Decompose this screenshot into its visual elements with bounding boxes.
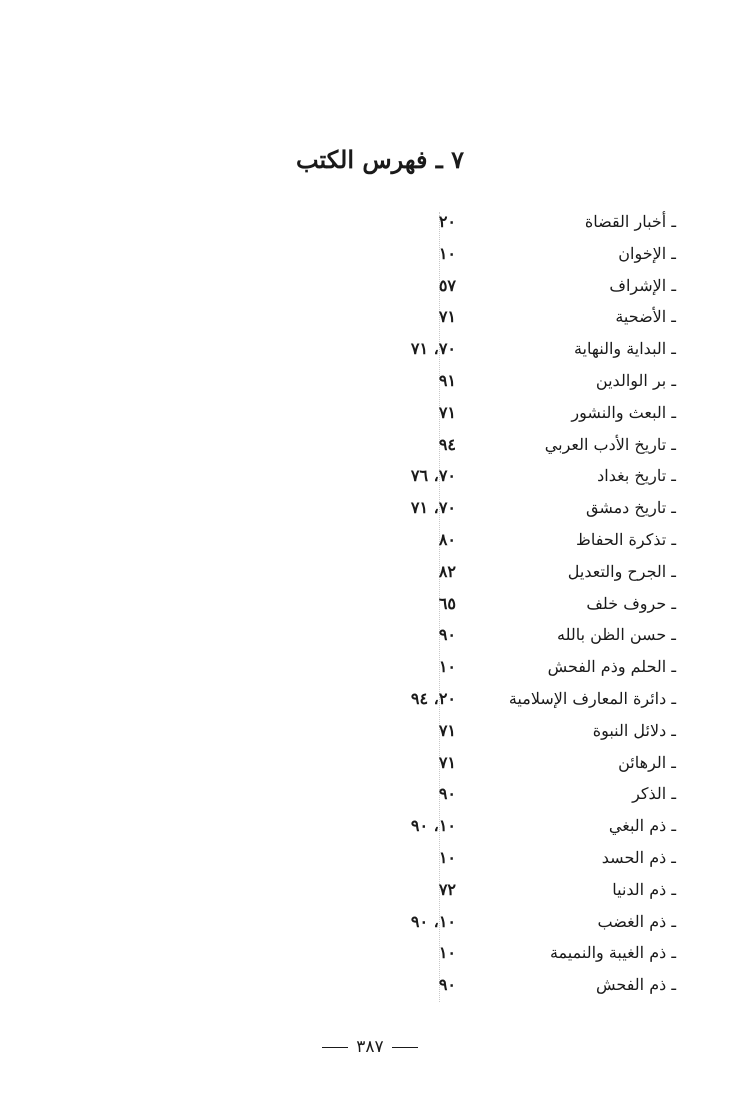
footer-dash-left xyxy=(322,1047,348,1048)
entry-title: ـ ذم الحسد xyxy=(601,847,676,867)
entry-pages: ١٠ xyxy=(438,657,456,677)
index-entry xyxy=(0,239,732,271)
entry-pages: ٧٠، ٧١ xyxy=(410,339,456,359)
index-entry xyxy=(0,938,732,970)
entry-title: ـ ذم الدنيا xyxy=(612,879,676,899)
index-entry xyxy=(0,907,732,939)
entry-title: ـ تذكرة الحفاظ xyxy=(576,529,676,549)
entry-title: ـ ذم الغضب xyxy=(597,911,676,931)
entry-title: ـ الإخوان xyxy=(618,243,676,263)
index-entry xyxy=(0,430,732,462)
footer-dash-right xyxy=(392,1047,418,1048)
entry-pages: ٨٢ xyxy=(438,561,456,581)
index-entry xyxy=(0,970,732,1002)
entry-pages: ١٠ xyxy=(438,847,456,867)
entry-pages: ٢٠ xyxy=(438,212,456,231)
index-entry xyxy=(0,716,732,748)
entry-pages: ٧١ xyxy=(438,720,456,740)
index-entry xyxy=(0,843,732,875)
entry-title: ـ تاريخ الأدب العربي xyxy=(544,434,676,454)
index-entry xyxy=(0,461,732,493)
entry-title: ـ تاريخ دمشق xyxy=(585,498,676,518)
entry-title: ـ الرهائن xyxy=(618,752,676,772)
entry-pages: ١٠ xyxy=(438,243,456,263)
index-entry xyxy=(0,620,732,652)
entry-title: ـ الحلم وذم الفحش xyxy=(547,657,676,677)
entry-pages: ٧١ xyxy=(438,402,456,422)
index-entry xyxy=(0,302,732,334)
page-title: ٧ ـ فهرس الكتب xyxy=(295,145,465,174)
entry-pages: ٢٠، ٩٤ xyxy=(410,688,456,708)
entry-title: ـ الجرح والتعديل xyxy=(567,561,676,581)
entry-pages: ٩١ xyxy=(438,370,456,390)
index-entry xyxy=(0,366,732,398)
entry-pages: ٧٠، ٧١ xyxy=(410,498,456,518)
entry-pages: ٩٠ xyxy=(438,784,456,804)
index-entry xyxy=(0,748,732,780)
entry-pages: ٧١ xyxy=(438,752,456,772)
entry-pages: ٧٠، ٧٦ xyxy=(410,466,456,486)
entry-title: ـ ذم الغيبة والنميمة xyxy=(549,943,676,963)
entry-pages: ٧٢ xyxy=(438,879,456,899)
entry-title: ـ الذكر xyxy=(632,784,676,804)
index-entry xyxy=(0,875,732,907)
entry-title: ـ حسن الظن بالله xyxy=(557,625,676,645)
entry-title: ـ تاريخ بغداد xyxy=(597,466,676,486)
index-entry xyxy=(0,334,732,366)
entry-pages: ٩٠ xyxy=(438,975,456,995)
page-number: ٣٨٧ xyxy=(356,1037,384,1057)
index-entry xyxy=(0,398,732,430)
entry-title: ـ ذم البغي xyxy=(608,816,676,836)
entry-title: ـ البداية والنهاية xyxy=(573,339,676,359)
entry-pages: ٨٠ xyxy=(438,529,456,549)
entry-title: ـ أخبار القضاة xyxy=(584,212,676,231)
index-entry xyxy=(0,525,732,557)
entry-pages: ٦٥ xyxy=(438,593,456,613)
index-entry xyxy=(0,779,732,811)
index-entry xyxy=(0,652,732,684)
index-entry xyxy=(0,557,732,589)
entry-pages: ٧١ xyxy=(438,307,456,327)
entry-pages: ١٠، ٩٠ xyxy=(410,816,456,836)
entry-title: ـ حروف خلف xyxy=(586,593,676,613)
index-entry xyxy=(0,493,732,525)
index-entry xyxy=(0,811,732,843)
index-entry xyxy=(0,684,732,716)
entry-pages: ١٠، ٩٠ xyxy=(410,911,456,931)
entry-title: ـ دلائل النبوة xyxy=(592,720,676,740)
entry-pages: ٩٠ xyxy=(438,625,456,645)
index-entry xyxy=(0,271,732,303)
entry-title: ـ بر الوالدين xyxy=(595,370,676,390)
entry-pages: ٩٤ xyxy=(438,434,456,454)
entry-title: ـ الإشراف xyxy=(609,275,676,295)
entry-title: ـ البعث والنشور xyxy=(571,402,676,422)
entry-pages: ١٠ xyxy=(438,943,456,963)
book-index-list xyxy=(0,207,732,1002)
entry-title: ـ دائرة المعارف الإسلامية xyxy=(508,688,676,708)
index-entry xyxy=(0,207,732,239)
entry-title: ـ ذم الفحش xyxy=(595,975,676,995)
entry-pages: ٥٧ xyxy=(438,275,456,295)
index-entry xyxy=(0,589,732,621)
page-footer xyxy=(260,1032,480,1062)
entry-title: ـ الأضحية xyxy=(615,307,676,327)
